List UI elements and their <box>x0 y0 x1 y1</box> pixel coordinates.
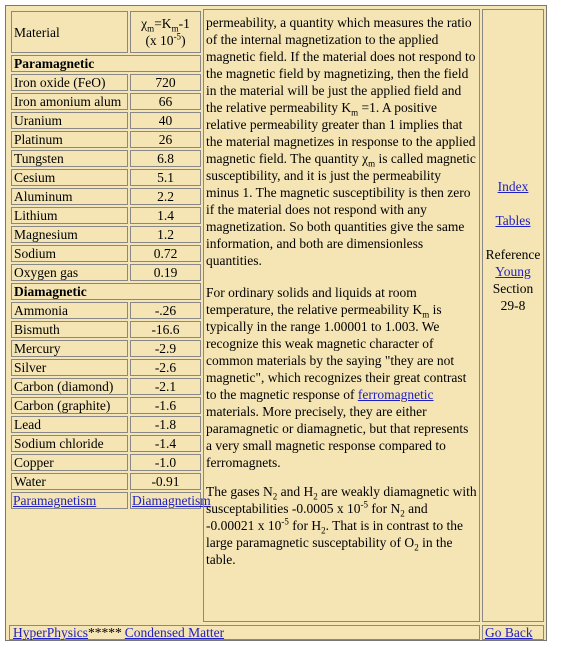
paramagnetism-link[interactable]: Paramagnetism <box>13 493 97 508</box>
paramagnetism-link-cell <box>11 492 128 509</box>
table-row <box>11 245 201 262</box>
table-header-row <box>11 11 201 53</box>
material-name: Iron oxide (FeO) <box>11 74 128 91</box>
material-name: Carbon (graphite) <box>11 397 128 414</box>
material-name: Lead <box>11 416 128 433</box>
index-link[interactable]: Index <box>497 179 529 194</box>
table-row <box>11 74 201 91</box>
page-frame <box>5 5 547 641</box>
table-row <box>11 188 201 205</box>
susceptibility-table <box>9 9 211 511</box>
table-row <box>11 321 201 338</box>
section-row-paramagnetic <box>11 55 201 72</box>
table-row <box>11 93 201 110</box>
susceptibility-table-column <box>9 9 211 622</box>
table-row <box>11 207 201 224</box>
table-row <box>11 397 201 414</box>
material-name: Magnesium <box>11 226 128 243</box>
footer-breadcrumb <box>9 625 480 640</box>
table-row <box>11 131 201 148</box>
material-header: Material <box>11 11 128 53</box>
table-row <box>11 340 201 357</box>
table-row <box>11 359 201 376</box>
section-label: Section <box>492 281 534 296</box>
paramagnetic-section-label: Paramagnetic <box>11 55 201 72</box>
susceptibility-value: 26 <box>130 131 201 148</box>
table-row <box>11 454 201 471</box>
section-row-diamagnetic <box>11 283 201 300</box>
paragraph-typical-range: For ordinary solids and liquids at room temperature, the relative permeability $K_m$ is typically in the range 1.00001 to 1.003. We recognize this weak magnetic character of common materials by the saying "they are not magnetic", which recognizes their great contrast to the magnetic response of ferromagnetic materials. More precisely, they are either paramagnetic or diamagnetic, but that represents a very small magnetic response compared to ferromagnets. <box>206 285 469 470</box>
material-name: Silver <box>11 359 128 376</box>
table-row <box>11 473 201 490</box>
material-name: Sodium <box>11 245 128 262</box>
explanation-text <box>203 9 480 622</box>
material-name: Copper <box>11 454 128 471</box>
susceptibility-value: -1.4 <box>130 435 201 452</box>
table-links-row <box>11 492 201 509</box>
material-name: Platinum <box>11 131 128 148</box>
material-name: Lithium <box>11 207 128 224</box>
diamagnetism-link[interactable]: Diamagnetism <box>132 493 211 508</box>
material-name: Bismuth <box>11 321 128 338</box>
section-number: 29-8 <box>500 298 526 313</box>
table-row <box>11 378 201 395</box>
ferromagnetic-link[interactable]: ferromagnetic <box>357 387 434 402</box>
material-name: Iron amonium alum <box>11 93 128 110</box>
susceptibility-value: 40 <box>130 112 201 129</box>
material-name: Cesium <box>11 169 128 186</box>
susceptibility-value: -2.1 <box>130 378 201 395</box>
material-name: Sodium chloride <box>11 435 128 452</box>
susceptibility-value: 1.2 <box>130 226 201 243</box>
susceptibility-value: 0.72 <box>130 245 201 262</box>
material-name: Mercury <box>11 340 128 357</box>
material-name: Carbon (diamond) <box>11 378 128 395</box>
table-row <box>11 264 201 281</box>
table-row <box>11 226 201 243</box>
diamagnetic-section-label: Diamagnetic <box>11 283 201 300</box>
susceptibility-header: $\chi_m=K_m-1$ (x $10^{-5}$) <box>130 11 201 53</box>
material-name: Tungsten <box>11 150 128 167</box>
reference-label: Reference <box>485 247 541 262</box>
susceptibility-value: 720 <box>130 74 201 91</box>
material-name: Uranium <box>11 112 128 129</box>
table-row <box>11 302 201 319</box>
susceptibility-value: 5.1 <box>130 169 201 186</box>
material-name: Ammonia <box>11 302 128 319</box>
table-row <box>11 416 201 433</box>
material-name: Water <box>11 473 128 490</box>
tables-link[interactable]: Tables <box>495 213 531 228</box>
susceptibility-value: -.26 <box>130 302 201 319</box>
susceptibility-value: 66 <box>130 93 201 110</box>
hyperphysics-link[interactable]: HyperPhysics <box>13 625 88 640</box>
table-row <box>11 435 201 452</box>
paragraph-gases: The gases $N_2$ and $H_2$ are weakly diamagnetic with susceptabilities -0.0005 x $10^{-5}$ for $N_2$ and -0.00021 x $10^{-5}$ for $H_2$. That is in contrast to the large paramagnetic susceptability of $O_2$ in the table. <box>206 484 477 567</box>
paragraph-permeability: permeability, a quantity which measures the ratio of the internal magnetization to the applied magnetic field. If the material does not respond to the magnetic field by magnetizing, then the field in the material will be just the applied field and the relative permeability $K_m =1$. A positive relative permeability greater than 1 implies that the material magnetizes in response to the applied magnetic field. The quantity $\chi_m$ is called magnetic susceptibility, and it is just the permeability minus 1. The magnetic susceptibility is then zero if the material does not respond with any magnetization. So both quantities give the same information, and both are dimensionless quantities. <box>206 15 476 268</box>
susceptibility-value: -2.9 <box>130 340 201 357</box>
susceptibility-value: -1.6 <box>130 397 201 414</box>
young-link[interactable]: Young <box>495 264 531 279</box>
susceptibility-value: -1.0 <box>130 454 201 471</box>
rating-stars: ***** <box>88 625 122 640</box>
susceptibility-value: -2.6 <box>130 359 201 376</box>
material-name: Aluminum <box>11 188 128 205</box>
table-row <box>11 150 201 167</box>
diamagnetism-link-cell <box>130 492 211 509</box>
susceptibility-value: 0.19 <box>130 264 201 281</box>
susceptibility-value: -1.8 <box>130 416 201 433</box>
side-navigation <box>482 9 544 622</box>
condensed-matter-link[interactable]: Condensed Matter <box>124 625 225 640</box>
footer-go-back <box>482 625 544 640</box>
susceptibility-value: 6.8 <box>130 150 201 167</box>
go-back-link[interactable]: Go Back <box>485 625 533 640</box>
susceptibility-value: 1.4 <box>130 207 201 224</box>
susceptibility-value: -16.6 <box>130 321 201 338</box>
table-row <box>11 112 201 129</box>
table-row <box>11 169 201 186</box>
susceptibility-value: 2.2 <box>130 188 201 205</box>
material-name: Oxygen gas <box>11 264 128 281</box>
susceptibility-value: -0.91 <box>130 473 201 490</box>
